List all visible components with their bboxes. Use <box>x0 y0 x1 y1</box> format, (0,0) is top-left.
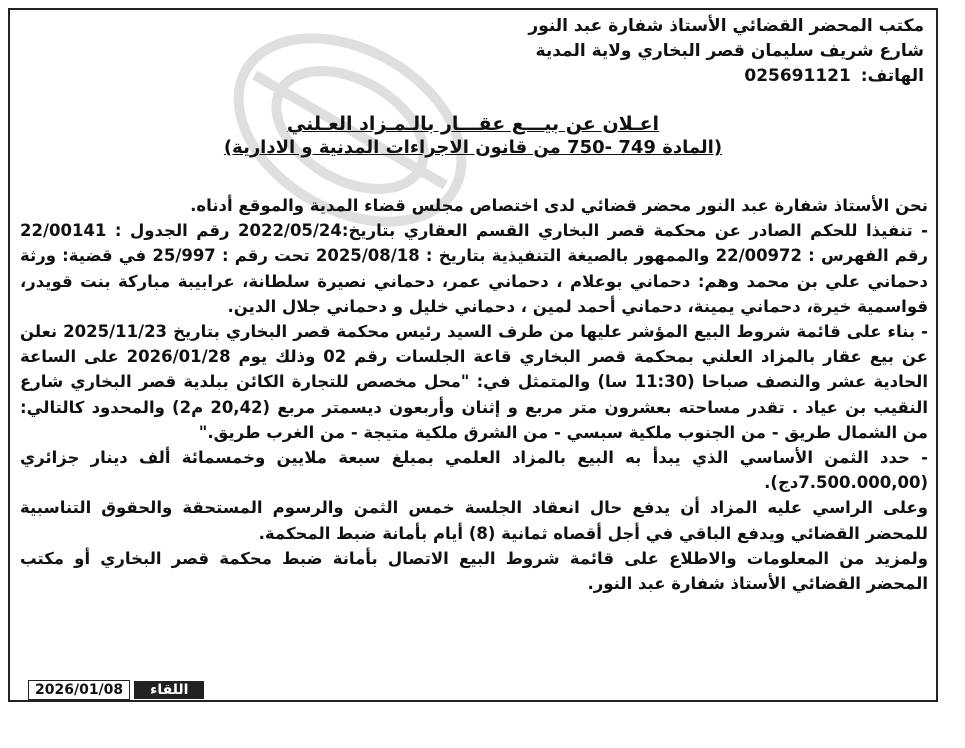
publication-date: 2026/01/08 <box>28 680 130 700</box>
notice-body <box>20 193 928 596</box>
body-sale-details: - بناء على قائمة شروط البيع المؤشر عليها من طرف السيد رئيس محكمة قصر البخاري بتاريخ 2025/11/23 نعلن عن بيع عقار بالمزاد العلني بمحكمة قصر البخاري قاعة الجلسات رقم 02 وذلك يوم 2026/01/28 على الساعة الحادية عشر والنصف صباحا (11:30 سا) والمتمثل في: "محل مخصص للتجارة الكائن ببلدية قصر البخاري شارع النقيب بن عياد . تقدر مساحته بعشرون متر مربع و إثنان وأربعون ديسمتر مربع (20,42 م2) والمحدود كالتالي: من الشمال طريق - من الجنوب ملكية سبسي - من الشرق ملكية متيجة - من الغرب طريق." <box>20 322 929 442</box>
phone-number: 025691121 <box>744 66 851 86</box>
notice-titles <box>10 112 936 159</box>
notice-page <box>8 8 938 702</box>
publication-footer <box>28 680 204 700</box>
body-payment-terms: وعلى الراسي عليه المزاد أن يدفع حال انعقاد الجلسة خمس الثمن والرسوم المستحقة والحقوق التناسبية للمحضر القضائي ويدفع الباقي في أجل أقصاه ثمانية (8) أيام بأمانة ضبط المحكمة. <box>20 498 928 543</box>
office-phone <box>224 64 924 89</box>
body-base-price: - حدد الثمن الأساسي الذي يبدأ به البيع بالمزاد العلمي بمبلغ سبعة ملايين وخمسمائة ألف دينار جزائري (7.500.000,00دج). <box>20 448 928 493</box>
body-intro: نحن الأستاذ شفارة عبد النور محضر قضائي لدى اختصاص مجلس قضاء المدية والموقع أدناه. <box>190 196 928 215</box>
body-judgment: - تنفيذا للحكم الصادر عن محكمة قصر البخاري القسم العقاري بتاريخ:2022/05/24 رقم الجدول : 22/00141 رقم الفهرس : 22/00972 والممهور بالصيغة التنفيذية بتاريخ : 2025/08/18 تحت رقم : 25/997 في قضية: ورثة دحماني علي بن محمد وهم: دحماني بوعلام ، دحماني عمر، دحماني نصيرة سلطانة، عرابيبة مباركة بنت قويدر، قواسمية خيرة، دحماني يمينة، دحماني أحمد لمين ، دحماني خليل و دحماني جلال الدين. <box>20 221 929 316</box>
notice-title: اعـلان عن بيـــع عقـــار بالـمـزاد العـلني <box>286 113 660 135</box>
publication-source: اللقاء <box>134 681 204 699</box>
body-contact-info: ولمزيد من المعلومات والاطلاع على قائمة شروط البيع الاتصال بأمانة ضبط محكمة قصر البخاري أو مكتب المحضر القضائي الأستاذ شفارة عبد النور. <box>20 548 928 594</box>
phone-label: الهاتف: <box>860 66 924 86</box>
notice-subtitle: (المادة 749 -750 من قانون الاجراءات المدنية و الادارية) <box>223 137 723 158</box>
office-header <box>224 14 924 89</box>
office-name: مكتب المحضر القضائي الأستاذ شفارة عبد النور <box>528 16 924 36</box>
office-address: شارع شريف سليمان قصر البخاري ولاية المدية <box>535 41 924 61</box>
